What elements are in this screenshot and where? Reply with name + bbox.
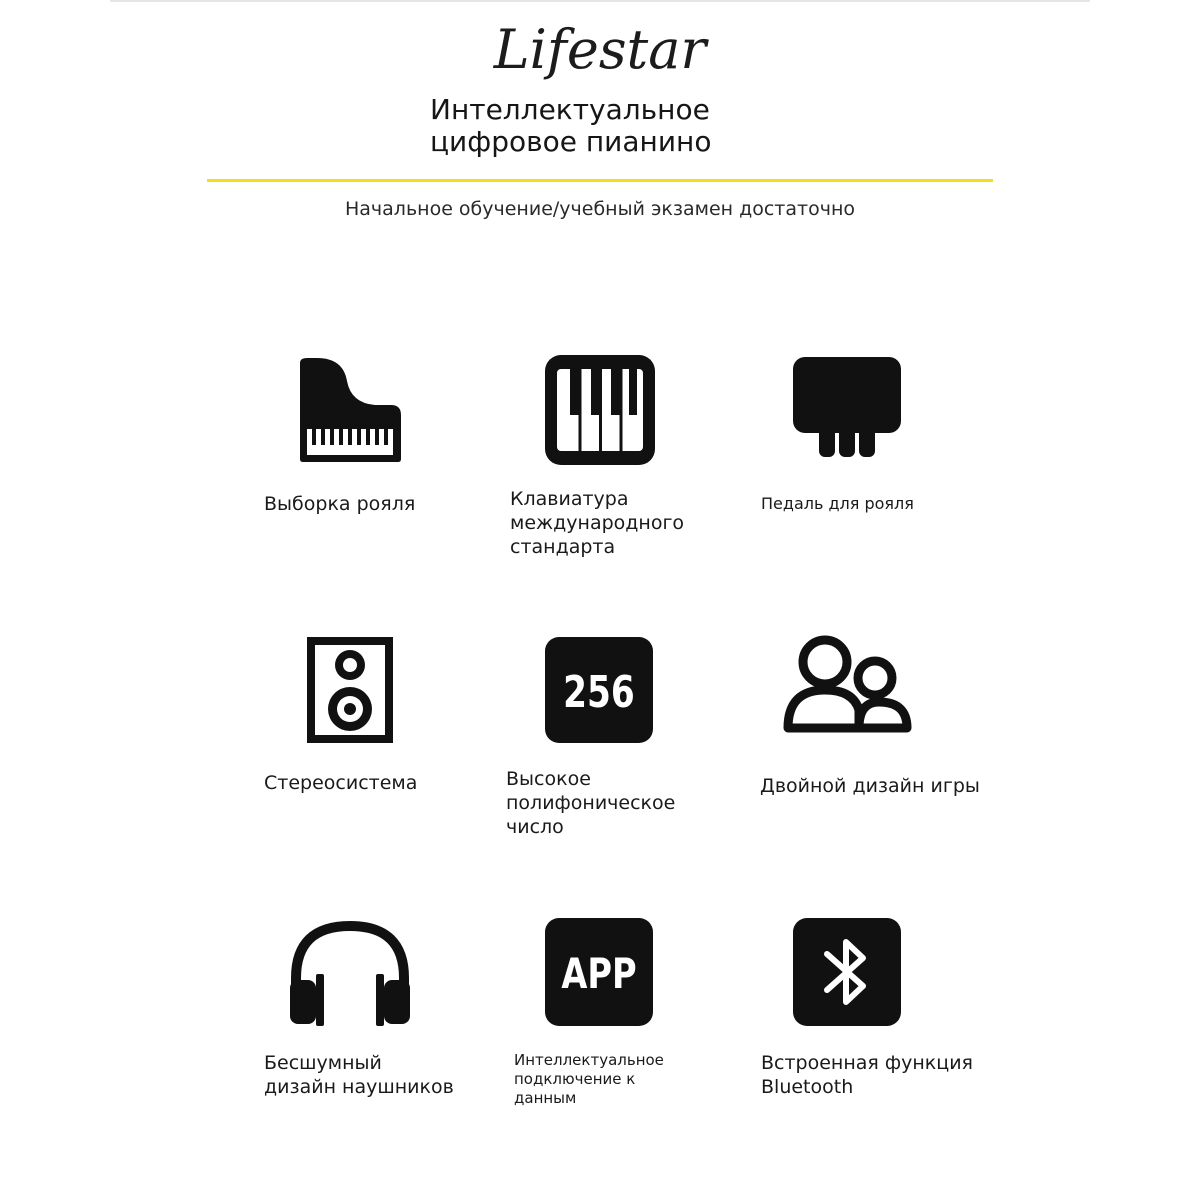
feature-label-keyboard: Клавиатура международного стандарта bbox=[510, 488, 685, 558]
page-title-line-1: Интеллектуальное bbox=[430, 93, 710, 126]
bluetooth-icon bbox=[793, 918, 903, 1028]
top-divider bbox=[110, 0, 1090, 2]
feature-label-speaker: Стереосистема bbox=[264, 772, 418, 794]
headphones-icon bbox=[288, 918, 412, 1028]
logo-text: Lifestar bbox=[493, 18, 707, 81]
svg-text:APP: APP bbox=[561, 949, 637, 998]
keyboard-icon bbox=[545, 355, 655, 465]
feature-label-grand-piano: Выборка рояля bbox=[264, 493, 416, 515]
two-people-icon bbox=[783, 630, 913, 740]
feature-label-bluetooth: Встроенная функция Bluetooth bbox=[761, 1052, 973, 1098]
feature-label-headphones: Бесшумный дизайн наушников bbox=[264, 1052, 454, 1098]
speaker-icon bbox=[295, 635, 405, 745]
brand-logo bbox=[0, 8, 1200, 88]
grand-piano-icon bbox=[295, 355, 405, 465]
svg-text:256: 256 bbox=[563, 666, 635, 719]
accent-divider bbox=[207, 179, 993, 182]
page-title-line-2: цифровое пианино bbox=[430, 125, 712, 158]
app-icon bbox=[545, 918, 655, 1028]
page-subtitle: Начальное обучение/учебный экзамен достаточно bbox=[345, 198, 855, 220]
feature-label-dual-play: Двойной дизайн игры bbox=[760, 775, 980, 797]
page-title bbox=[430, 94, 850, 158]
feature-label-app: Интеллектуальное подключение к данным bbox=[514, 1051, 664, 1107]
feature-label-polyphony: Высокое полифоническое число bbox=[506, 768, 676, 838]
polyphony-256-icon bbox=[545, 635, 655, 745]
pedal-icon bbox=[793, 355, 903, 465]
feature-label-pedal: Педаль для рояля bbox=[761, 494, 914, 513]
